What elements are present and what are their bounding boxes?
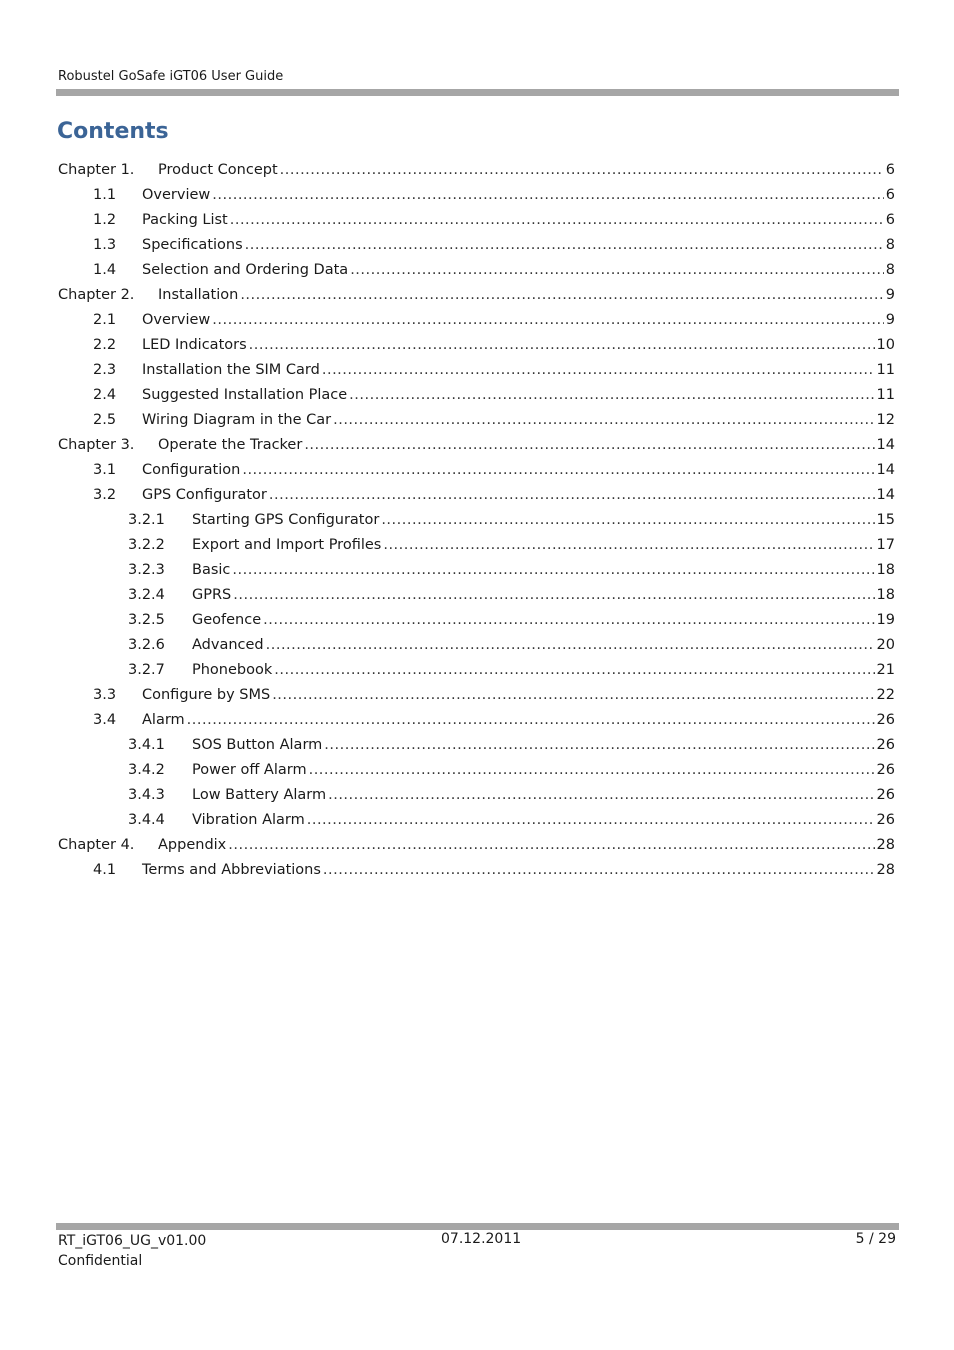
toc-entry-line <box>192 762 895 778</box>
toc-entry[interactable] <box>0 284 954 309</box>
dot-leader <box>272 687 874 703</box>
dot-leader <box>212 187 883 203</box>
toc-entry[interactable] <box>0 259 954 284</box>
toc-entry[interactable] <box>0 809 954 834</box>
toc-entry-page: 9 <box>885 312 895 328</box>
dot-leader <box>266 637 875 653</box>
toc-entry-title: Installation <box>158 287 239 303</box>
toc-entry-line <box>192 637 895 653</box>
toc-entry-title: Basic <box>192 562 231 578</box>
toc-entry-page: 10 <box>876 337 895 353</box>
footer-doc-id: RT_iGT06_UG_v01.00 <box>58 1233 207 1249</box>
dot-leader <box>333 412 874 428</box>
toc-entry[interactable] <box>0 409 954 434</box>
toc-entry-page: 26 <box>876 762 895 778</box>
toc-entry-title: Suggested Installation Place <box>142 387 348 403</box>
dot-leader <box>245 237 884 253</box>
toc-entry-page: 28 <box>876 837 895 853</box>
dot-leader <box>232 562 874 578</box>
toc-entry-number: 1.2 <box>93 212 117 228</box>
toc-entry-number: 3.2.4 <box>128 587 165 603</box>
toc-entry-number: 3.1 <box>93 462 117 478</box>
table-of-contents <box>0 159 954 884</box>
toc-entry-title: Low Battery Alarm <box>192 787 327 803</box>
toc-entry-page: 8 <box>885 237 895 253</box>
toc-entry-number: 3.2.5 <box>128 612 165 628</box>
toc-entry-page: 6 <box>885 212 895 228</box>
toc-entry-page: 26 <box>876 712 895 728</box>
dot-leader <box>269 487 875 503</box>
toc-entry-title: Advanced <box>192 637 264 653</box>
toc-entry-title: LED Indicators <box>142 337 247 353</box>
toc-entry-line <box>142 362 895 378</box>
header-rule <box>56 89 899 96</box>
dot-leader <box>323 862 875 878</box>
toc-entry[interactable] <box>0 834 954 859</box>
dot-leader <box>274 662 874 678</box>
dot-leader <box>349 387 874 403</box>
toc-entry-page: 15 <box>876 512 895 528</box>
toc-entry-page: 12 <box>876 412 895 428</box>
toc-entry[interactable] <box>0 359 954 384</box>
contents-heading: Contents <box>57 119 169 144</box>
toc-entry[interactable] <box>0 784 954 809</box>
toc-entry-line <box>158 162 895 178</box>
toc-entry-title: Installation the SIM Card <box>142 362 320 378</box>
toc-entry-page: 26 <box>876 812 895 828</box>
toc-entry[interactable] <box>0 684 954 709</box>
dot-leader <box>350 262 884 278</box>
dot-leader <box>263 612 874 628</box>
toc-entry-line <box>142 462 895 478</box>
dot-leader <box>233 587 874 603</box>
toc-entry[interactable] <box>0 334 954 359</box>
toc-entry[interactable] <box>0 384 954 409</box>
dot-leader <box>322 362 875 378</box>
dot-leader <box>328 787 874 803</box>
toc-entry-number: 3.2.1 <box>128 512 165 528</box>
toc-entry-title: Wiring Diagram in the Car <box>142 412 332 428</box>
toc-entry-line <box>192 812 895 828</box>
toc-entry-title: GPS Configurator <box>142 487 267 503</box>
toc-entry[interactable] <box>0 159 954 184</box>
dot-leader <box>307 812 875 828</box>
dot-leader <box>383 537 874 553</box>
toc-entry[interactable] <box>0 559 954 584</box>
toc-entry[interactable] <box>0 459 954 484</box>
toc-entry-line <box>192 537 895 553</box>
footer-date: 07.12.2011 <box>441 1231 522 1247</box>
toc-entry-line <box>142 312 895 328</box>
footer-left <box>58 1231 206 1271</box>
dot-leader <box>304 437 874 453</box>
toc-entry-line <box>142 387 895 403</box>
toc-entry-title: Export and Import Profiles <box>192 537 382 553</box>
toc-entry-title: Configuration <box>142 462 241 478</box>
footer-rule <box>56 1223 899 1230</box>
toc-entry-number: 2.1 <box>93 312 117 328</box>
toc-entry-number: 3.3 <box>93 687 117 703</box>
toc-entry-number: Chapter 2. <box>58 287 135 303</box>
toc-entry-number: 3.4.1 <box>128 737 165 753</box>
toc-entry-number: 3.2 <box>93 487 117 503</box>
toc-entry-line <box>142 337 895 353</box>
document-header-title: Robustel GoSafe iGT06 User Guide <box>58 69 284 84</box>
toc-entry-number: 4.1 <box>93 862 117 878</box>
toc-entry-line <box>158 287 895 303</box>
toc-entry-line <box>158 437 895 453</box>
toc-entry-page: 8 <box>885 262 895 278</box>
toc-entry-number: 3.4.4 <box>128 812 165 828</box>
toc-entry-line <box>142 212 895 228</box>
toc-entry-number: Chapter 1. <box>58 162 135 178</box>
toc-entry[interactable] <box>0 484 954 509</box>
dot-leader <box>381 512 874 528</box>
toc-entry-title: Geofence <box>192 612 262 628</box>
dot-leader <box>240 287 883 303</box>
toc-entry-page: 21 <box>876 662 895 678</box>
toc-entry-page: 18 <box>876 562 895 578</box>
toc-entry-page: 28 <box>876 862 895 878</box>
toc-entry-title: Selection and Ordering Data <box>142 262 349 278</box>
toc-entry[interactable] <box>0 859 954 884</box>
toc-entry-page: 11 <box>876 387 895 403</box>
toc-entry-number: Chapter 4. <box>58 837 135 853</box>
toc-entry-title: SOS Button Alarm <box>192 737 323 753</box>
toc-entry[interactable] <box>0 534 954 559</box>
toc-entry-title: Terms and Abbreviations <box>142 862 321 878</box>
toc-entry-line <box>142 687 895 703</box>
toc-entry-title: Product Concept <box>158 162 278 178</box>
toc-entry-line <box>142 262 895 278</box>
toc-entry[interactable] <box>0 184 954 209</box>
toc-entry-page: 9 <box>885 287 895 303</box>
toc-entry-line <box>192 737 895 753</box>
dot-leader <box>187 712 875 728</box>
toc-entry-line <box>192 787 895 803</box>
toc-entry-number: 3.2.3 <box>128 562 165 578</box>
toc-entry-title: Appendix <box>158 837 227 853</box>
toc-entry[interactable] <box>0 209 954 234</box>
toc-entry[interactable] <box>0 584 954 609</box>
toc-entry[interactable] <box>0 509 954 534</box>
toc-entry-number: 1.3 <box>93 237 117 253</box>
toc-entry-page: 17 <box>876 537 895 553</box>
toc-entry-number: 2.3 <box>93 362 117 378</box>
toc-entry-line <box>142 187 895 203</box>
toc-entry-line <box>192 612 895 628</box>
toc-entry-title: Starting GPS Configurator <box>192 512 380 528</box>
toc-entry[interactable] <box>0 234 954 259</box>
dot-leader <box>242 462 874 478</box>
toc-entry-line <box>192 587 895 603</box>
toc-entry-page: 6 <box>885 162 895 178</box>
toc-entry-title: Alarm <box>142 712 185 728</box>
footer-classification: Confidential <box>58 1253 143 1269</box>
footer-page-number: 5 / 29 <box>855 1231 896 1247</box>
toc-entry-number: 3.2.2 <box>128 537 165 553</box>
toc-entry-title: Power off Alarm <box>192 762 307 778</box>
toc-entry-line <box>158 837 895 853</box>
dot-leader <box>249 337 875 353</box>
toc-entry[interactable] <box>0 759 954 784</box>
toc-entry-number: 2.2 <box>93 337 117 353</box>
dot-leader <box>324 737 874 753</box>
toc-entry-page: 14 <box>876 437 895 453</box>
toc-entry[interactable] <box>0 709 954 734</box>
toc-entry-page: 14 <box>876 487 895 503</box>
toc-entry-line <box>142 712 895 728</box>
toc-entry-number: 1.1 <box>93 187 117 203</box>
toc-entry-title: Specifications <box>142 237 243 253</box>
toc-entry-number: 2.5 <box>93 412 117 428</box>
dot-leader <box>280 162 884 178</box>
toc-entry-number: 2.4 <box>93 387 117 403</box>
toc-entry[interactable] <box>0 734 954 759</box>
dot-leader <box>309 762 875 778</box>
toc-entry-number: Chapter 3. <box>58 437 135 453</box>
dot-leader <box>230 212 884 228</box>
toc-entry-line <box>192 662 895 678</box>
toc-entry-line <box>142 487 895 503</box>
toc-entry-number: 3.4 <box>93 712 117 728</box>
toc-entry-title: Vibration Alarm <box>192 812 305 828</box>
toc-entry-number: 1.4 <box>93 262 117 278</box>
toc-entry-title: Operate the Tracker <box>158 437 303 453</box>
dot-leader <box>212 312 883 328</box>
toc-entry[interactable] <box>0 434 954 459</box>
toc-entry-page: 6 <box>885 187 895 203</box>
toc-entry[interactable] <box>0 634 954 659</box>
toc-entry-page: 11 <box>876 362 895 378</box>
toc-entry[interactable] <box>0 659 954 684</box>
toc-entry-page: 26 <box>876 737 895 753</box>
toc-entry-title: Phonebook <box>192 662 273 678</box>
toc-entry-page: 14 <box>876 462 895 478</box>
toc-entry-title: Configure by SMS <box>142 687 271 703</box>
toc-entry-page: 18 <box>876 587 895 603</box>
toc-entry-number: 3.4.3 <box>128 787 165 803</box>
toc-entry-line <box>192 562 895 578</box>
toc-entry-page: 19 <box>876 612 895 628</box>
dot-leader <box>228 837 874 853</box>
toc-entry-title: Packing List <box>142 212 228 228</box>
toc-entry[interactable] <box>0 609 954 634</box>
toc-entry-line <box>142 412 895 428</box>
toc-entry-title: Overview <box>142 312 211 328</box>
toc-entry-page: 20 <box>876 637 895 653</box>
toc-entry-line <box>142 862 895 878</box>
toc-entry-page: 22 <box>876 687 895 703</box>
toc-entry-number: 3.2.7 <box>128 662 165 678</box>
toc-entry-line <box>192 512 895 528</box>
toc-entry-page: 26 <box>876 787 895 803</box>
toc-entry-line <box>142 237 895 253</box>
toc-entry-number: 3.4.2 <box>128 762 165 778</box>
toc-entry[interactable] <box>0 309 954 334</box>
toc-entry-number: 3.2.6 <box>128 637 165 653</box>
toc-entry-title: Overview <box>142 187 211 203</box>
toc-entry-title: GPRS <box>192 587 232 603</box>
